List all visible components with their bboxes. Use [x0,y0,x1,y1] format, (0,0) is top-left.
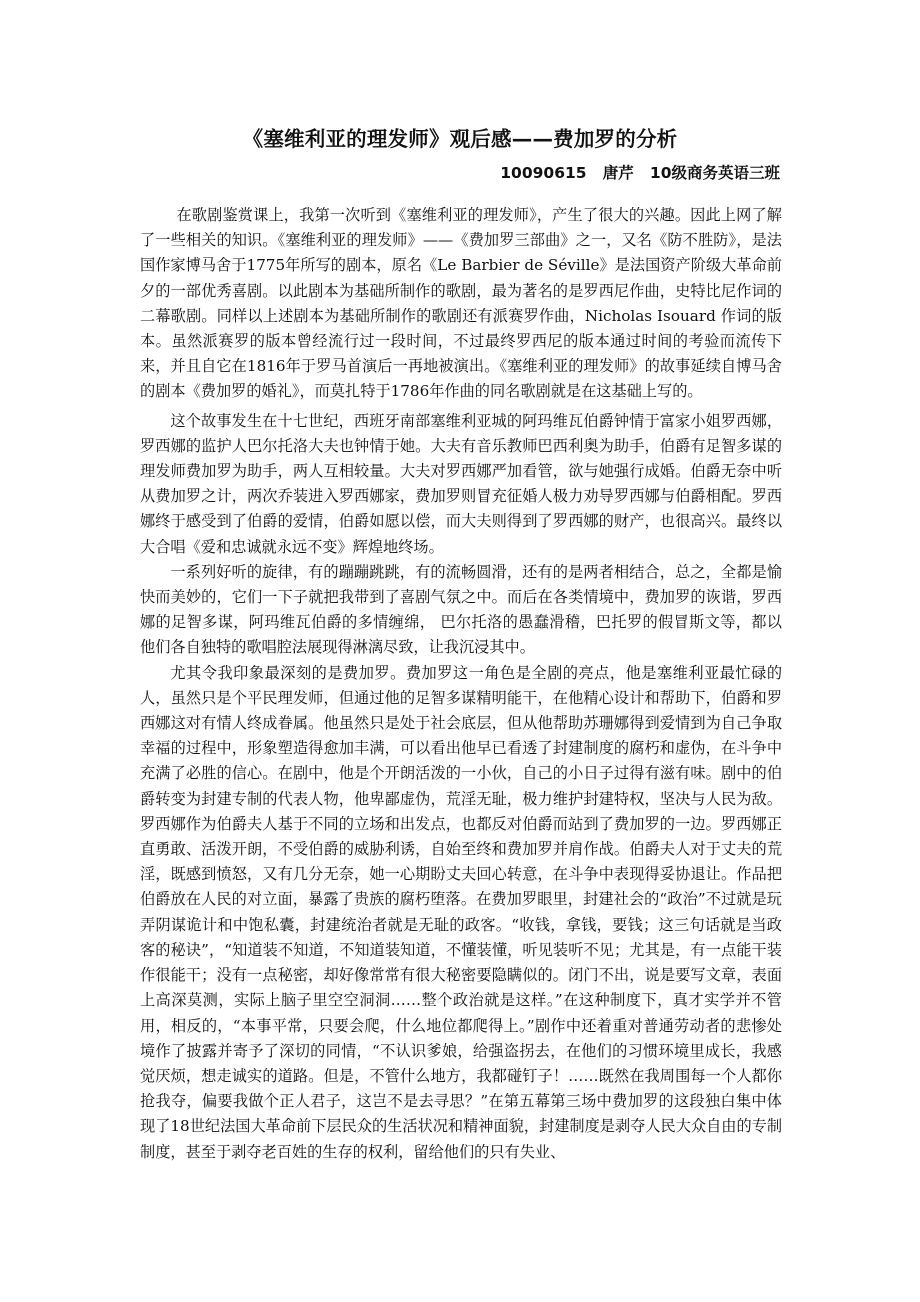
document-title: 《塞维利亚的理发师》观后感——费加罗的分析 [242,127,678,151]
document-body [140,203,782,1165]
paragraph-figaro: 尤其令我印象最深刻的是费加罗。费加罗这一角色是全剧的亮点，他是塞维利亚最忙碌的人，虽然只是个平民理发师，但通过他的足智多谋精明能干，在他精心设计和帮助下，伯爵和罗西娜这对有情人终成眷属。他虽然只是处于社会底层，但从他帮助苏珊娜得到爱情到为自己争取幸福的过程中，形象塑造得愈加丰满，可以看出他早已看透了封建制度的腐朽和虚伪，在斗争中充满了必胜的信心。在剧中，他是个开朗活泼的一小伙，自己的小日子过得有滋有味。剧中的伯爵转变为封建专制的代表人物，他卑鄙虚伪，荒淫无耻，极力维护封建特权，坚决与人民为敌。罗西娜作为伯爵夫人基于不同的立场和出发点，也都反对伯爵而站到了费加罗的一边。罗西娜正直勇敢、活泼开朗，不受伯爵的威胁利诱，自始至终和费加罗并肩作战。伯爵夫人对于丈夫的荒淫，既感到愤怒，又有几分无奈，她一心期盼丈夫回心转意，在斗争中表现得妥协退让。作品把伯爵放在人民的对立面，暴露了贵族的腐朽堕落。在费加罗眼里，封建社会的“政治”不过就是玩弄阴谋诡计和中饱私囊，封建统治者就是无耻的政客。“收钱，拿钱，要钱；这三句话就是当政客的秘诀”，“知道装不知道，不知道装知道，不懂装懂，听见装听不见；尤其是，有一点能干装作很能干；没有一点秘密，却好像常常有很大秘密要隐瞒似的。闭门不出，说是要写文章，表面上高深莫测，实际上脑子里空空洞洞……整个政治就是这样。”在这种制度下，真才实学并不管用，相反的，“本事平常，只要会爬，什么地位都爬得上。”剧作中还着重对普通劳动者的悲惨处境作了披露并寄予了深切的同情，“不认识爹娘，给强盗拐去，在他们的习惯环境里成长，我感觉厌烦，想走诚实的道路。但是，不管什么地方，我都碰钉子！……既然在我周围每一个人都你抢我夺，偏要我做个正人君子，这岂不是去寻思？”在第五幕第三场中费加罗的这段独白集中体现了18世纪法国大革命前下层民众的生活状况和精神面貌，封建制度是剥夺人民大众自由的专制制度，甚至于剥夺老百姓的生存的权利，留给他们的只有失业、 [140,663,783,1161]
paragraph-plot: 这个故事发生在十七世纪，西班牙南部塞维利亚城的阿玛维瓦伯爵钟情于富家小姐罗西娜，罗西娜的监护人巴尔托洛大夫也钟情于她。大夫有音乐教师巴西利奥为助手，伯爵有足智多谋的理发师费加罗为助手，两人互相较量。大夫对罗西娜严加看管，欲与她强行成婚。伯爵无奈中听从费加罗之计，两次乔装进入罗西娜家，费加罗则冒充征婚人极力劝导罗西娜与伯爵相配。罗西娜终于感受到了伯爵的爱情，伯爵如愿以偿，而大夫则得到了罗西娜的财产，也很高兴。最终以大合唱《爱和忠诚就永远不变》辉煌地终场。 [140,411,782,556]
author-byline: 10090615 唐芹 10级商务英语三班 [500,164,780,182]
paragraph-melody: 一系列好听的旋律，有的蹦蹦跳跳，有的流畅圆滑，还有的是两者相结合，总之，全都是愉快而美妙的，它们一下子就把我带到了喜剧气氛之中。而后在各类情境中，费加罗的诙谐，罗西娜的足智多谋，阿玛维瓦伯爵的多情缠绵， 巴尔托洛的愚蠢滑稽，巴托罗的假冒斯文等，都以他们各自独特的歌唱腔法展现得淋漓尽致，让我沉浸其中。 [140,562,782,657]
paragraph-intro: 在歌剧鉴赏课上，我第一次听到《塞维利亚的理发师》，产生了很大的兴趣。因此上网了解了一些相关的知识。《塞维利亚的理发师》——《费加罗三部曲》之一，又名《防不胜防》，是法国作家博马舍于1775年所写的剧本，原名《Le Barbier de Séville》是法国资产阶级大革命前夕的一部优秀喜剧。以此剧本为基础所制作的歌剧，最为著名的是罗西尼作曲，史特比尼作词的二幕歌剧。同样以上述剧本为基础所制作的歌剧还有派赛罗作曲，Nicholas Isouard 作词的版本。虽然派赛罗的版本曾经流行过一段时间，不过最终罗西尼的版本通过时间的考验而流传下来，并且自它在1816年于罗马首演后一再地被演出。《塞维利亚的理发师》的故事延续自博马舍的剧本《费加罗的婚礼》，而莫扎特于1786年作曲的同名歌剧就是在这基础上写的。 [140,206,782,401]
